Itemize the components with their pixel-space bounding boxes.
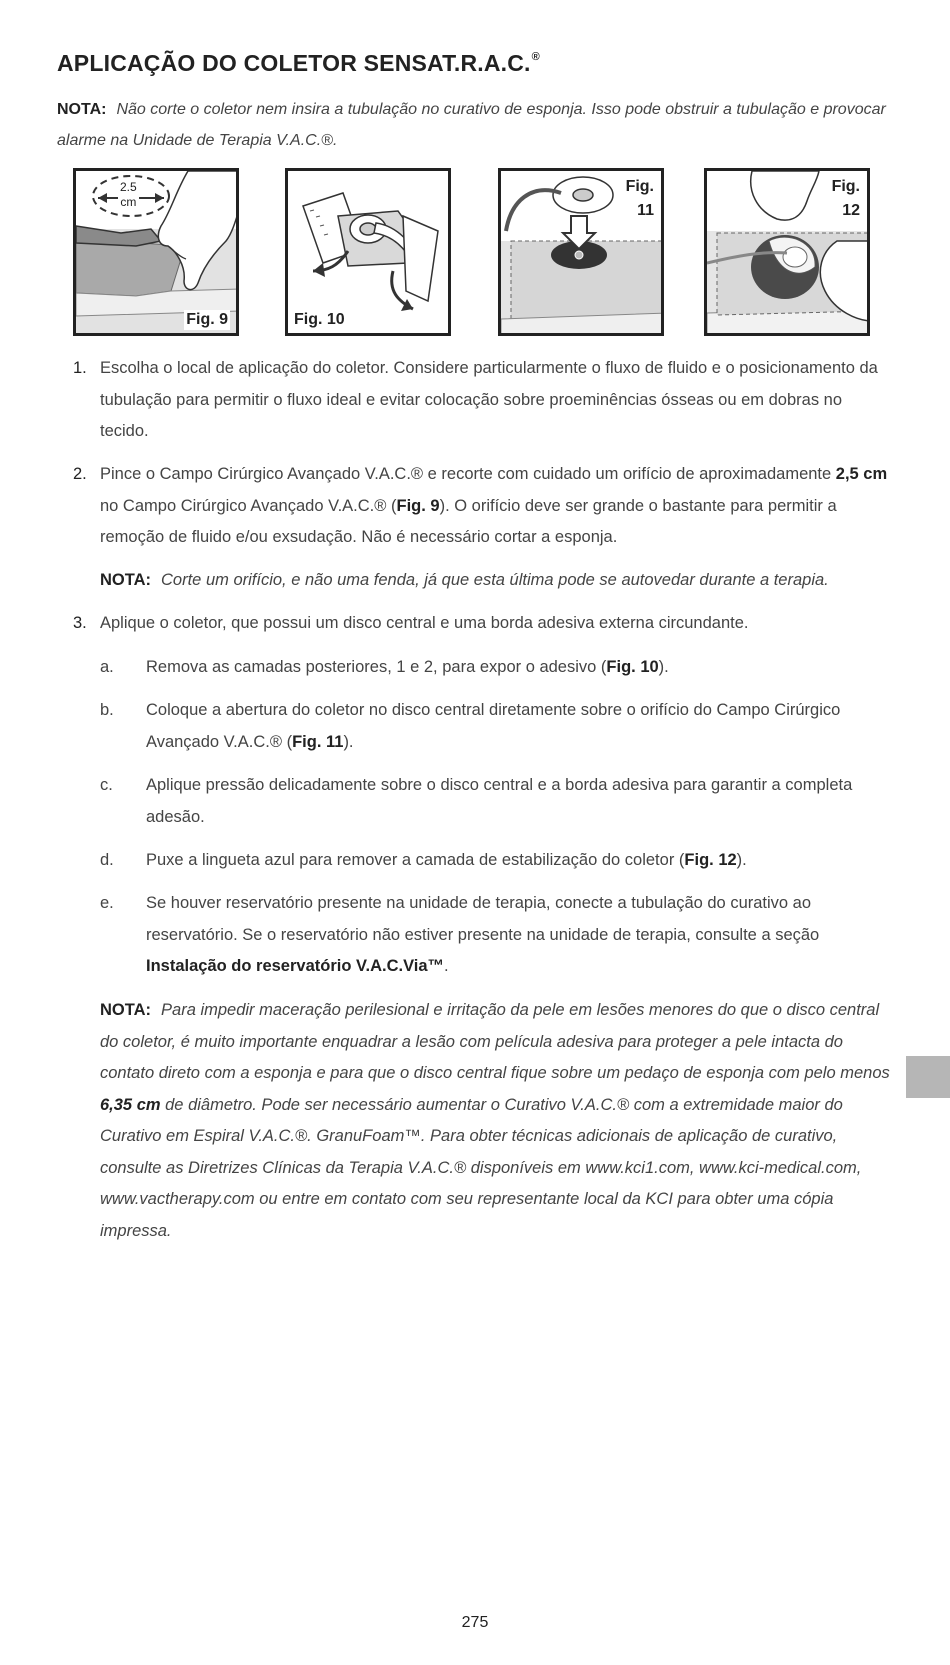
step-2-text-part1: Pince o Campo Cirúrgico Avançado V.A.C.® e recorte com cuidado um orifício de aproximadamente bbox=[100, 465, 836, 483]
fig-10-reference: Fig. 10 bbox=[606, 658, 659, 676]
fig-12-reference: Fig. 12 bbox=[684, 851, 737, 869]
step-3a-text: Remova as camadas posteriores, 1 e 2, para expor o adesivo (Fig. 10). bbox=[146, 658, 669, 676]
fig-9-reference: Fig. 9 bbox=[396, 496, 440, 515]
step-2-number: 2. bbox=[73, 465, 87, 483]
step-3b-letter: b. bbox=[100, 701, 114, 719]
figure-11-label-line1: Fig. bbox=[625, 178, 654, 195]
figure-9-label: Fig. 9 bbox=[186, 311, 228, 328]
step-2-text-part2: no Campo Cirúrgico Avançado V.A.C.® ( bbox=[100, 496, 397, 515]
figure-12-label-line2: 12 bbox=[842, 202, 860, 219]
foam-diameter: 6,35 cm bbox=[100, 1095, 161, 1114]
note-bottom-text-part2: de diâmetro. Pode ser necessário aumentar o Curativo V.A.C.® com a extremidade maior do Curativo em Espiral V.A.C.®. GranuFoam™. Para obter técnicas adicionais de aplicação de curativo, consulte as Diretrizes Clínicas da Terapia V.A.C.® disponíveis em www.kci1.com, www.kci-medical.com, www.vactherapy.com ou entre em contato com seu representante local da KCI para obter uma cópia impressa. bbox=[100, 1095, 862, 1240]
step-3e-letter: e. bbox=[100, 894, 114, 912]
figure-12-label-line1: Fig. bbox=[831, 178, 860, 195]
step-3d-letter: d. bbox=[100, 851, 114, 869]
step-3a-letter: a. bbox=[100, 658, 114, 676]
step-2-text-part3: ). O orifício deve ser grande o bastante para permitir a remoção de fluido e/ou exsudação. Não é necessário cortar a esponja. bbox=[100, 496, 837, 546]
note-top bbox=[57, 94, 897, 156]
figure-11 bbox=[498, 168, 664, 336]
note-bottom-label: NOTA: bbox=[100, 1001, 152, 1019]
step-3-text: Aplique o coletor, que possui um disco central e uma borda adesiva externa circundante. bbox=[100, 614, 749, 632]
registered-mark: ® bbox=[531, 51, 540, 63]
step-1-text: Escolha o local de aplicação do coletor. Considere particularmente o fluxo de fluido e o posicionamento da tubulação para permitir o fluxo ideal e evitar colocação sobre proeminências ósseas ou em dobras no tecido. bbox=[100, 359, 878, 440]
note-bottom bbox=[100, 995, 892, 1247]
step-3c-text: Aplique pressão delicadamente sobre o disco central e a borda adesiva para garantir a completa adesão. bbox=[146, 776, 853, 826]
step-1-number: 1. bbox=[73, 359, 87, 377]
note-top-label: NOTA: bbox=[57, 101, 107, 118]
page-number: 275 bbox=[461, 1614, 489, 1631]
figure-10-label: Fig. 10 bbox=[294, 311, 345, 328]
figure-9 bbox=[73, 168, 239, 336]
measure-value: 2.5 bbox=[120, 180, 137, 194]
figure-12 bbox=[704, 168, 870, 336]
step-3b-text: Coloque a abertura do coletor no disco central diretamente sobre o orifício do Campo Cirúrgico Avançado V.A.C.® (Fig. 11). bbox=[146, 701, 841, 751]
measure-unit: cm bbox=[120, 195, 137, 209]
step-2-note-text: Corte um orifício, e não uma fenda, já que esta última pode se autovedar durante a terapia. bbox=[161, 571, 829, 589]
figure-12-label bbox=[830, 175, 862, 223]
step-3e-text: Se houver reservatório presente na unidade de terapia, conecte a tubulação do curativo ao reservatório. Se o reservatório não estiver presente na unidade de terapia, consulte a seção Instalação do reservatório V.A.C.Via™. bbox=[146, 894, 820, 975]
hole-size: 2,5 cm bbox=[835, 465, 888, 483]
note-bottom-text-part1: Para impedir maceração perilesional e irritação da pele em lesões menores do que o disco central do coletor, é muito importante enquadrar a lesão com película adesiva para proteger a pele intacta do contato direto com a esponja e para que o disco central fique sobre um pedaço de esponja com pelo menos bbox=[100, 1001, 890, 1082]
figure-10 bbox=[285, 168, 451, 336]
step-3-number: 3. bbox=[73, 614, 87, 632]
step-2-text bbox=[100, 459, 900, 554]
note-top-text: Não corte o coletor nem insira a tubulação no curativo de esponja. Isso pode obstruir a tubulação e provocar alarme na Unidade de Terapia V.A.C.®. bbox=[57, 101, 886, 149]
canister-section-reference: Instalação do reservatório V.A.C.Via™ bbox=[146, 957, 445, 975]
step-2-note bbox=[100, 565, 920, 597]
figure-11-label-line2: 11 bbox=[637, 202, 654, 219]
fig-11-reference: Fig. 11 bbox=[292, 732, 344, 751]
step-2-note-label: NOTA: bbox=[100, 571, 152, 589]
page-title-text: APLICAÇÃO DO COLETOR SENSAT.R.A.C. bbox=[57, 50, 531, 76]
step-3d-text: Puxe a lingueta azul para remover a camada de estabilização do coletor (Fig. 12). bbox=[146, 851, 747, 869]
section-tab-marker bbox=[906, 1056, 950, 1098]
figure-11-label bbox=[624, 175, 656, 223]
page-title bbox=[57, 50, 540, 77]
step-3c-letter: c. bbox=[100, 776, 113, 794]
